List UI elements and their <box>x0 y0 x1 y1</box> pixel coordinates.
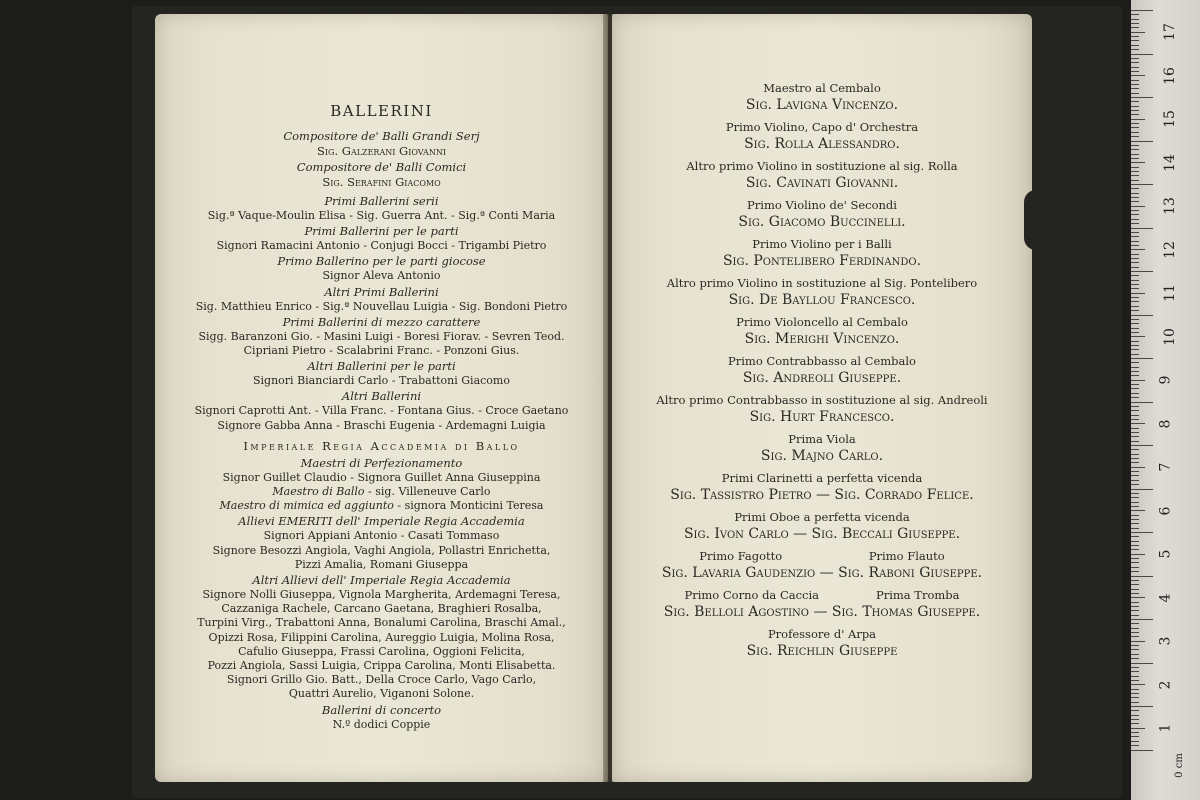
names-line: N.º dodici Coppie <box>332 717 431 731</box>
ruler-tick <box>1131 254 1139 255</box>
ruler-tick <box>1131 201 1139 202</box>
ruler-tick <box>1131 371 1139 372</box>
ruler-tick <box>1131 706 1153 707</box>
person-name: Sig. Galzerani Giovanni <box>317 144 446 158</box>
ruler-tick <box>1131 306 1139 307</box>
role-line: Altro primo Contrabbasso in sostituzione al sig. Andreoli <box>656 393 988 407</box>
person-name: Sig. Hurt Francesco. <box>749 409 895 425</box>
ruler-tick <box>1131 410 1139 411</box>
role-line: Prima Tromba <box>875 588 960 602</box>
ruler-tick <box>1131 310 1139 311</box>
ruler-tick <box>1131 345 1139 346</box>
ruler-tick <box>1131 297 1139 298</box>
right-page <box>612 14 1032 782</box>
ruler-tick <box>1131 175 1139 176</box>
names-line: Pizzi Amalia, Romani Giuseppa <box>294 557 469 571</box>
names-line: Cipriani Pietro - Scalabrini Franc. - Ponzoni Gius. <box>243 344 520 358</box>
ruler-number: 17 <box>1161 23 1178 41</box>
ruler-tick <box>1131 236 1139 237</box>
ruler-tick <box>1131 602 1139 603</box>
role-line: Primi Ballerini serii <box>324 194 439 208</box>
ruler-tick <box>1131 628 1139 629</box>
ruler-tick <box>1131 710 1139 711</box>
role-line: Primo Violoncello al Cembalo <box>736 315 908 329</box>
ruler-tick <box>1131 301 1139 302</box>
ruler-tick <box>1131 223 1139 224</box>
ruler-tick <box>1131 127 1139 128</box>
person-name: Sig. Andreoli Giuseppe. <box>742 370 902 386</box>
role-line: Altri Ballerini per le parti <box>307 359 456 374</box>
ruler-tick <box>1131 180 1139 181</box>
person-name: Sig. Giacomo Buccinelli. <box>738 214 906 230</box>
role-line: Primo Violino de' Secondi <box>747 198 897 212</box>
role-line: Prima Viola <box>788 432 856 446</box>
ruler-tick <box>1131 375 1139 376</box>
ruler-tick <box>1131 23 1139 24</box>
ruler-tick <box>1131 271 1153 272</box>
ruler-tick <box>1131 441 1139 442</box>
ruler-tick <box>1131 484 1139 485</box>
ruler-tick <box>1131 136 1139 137</box>
role-line: Compositore de' Balli Grandi Serj <box>283 129 480 143</box>
names-line: Cazzaniga Rachele, Carcano Gaetana, Braghieri Rosalba, <box>221 602 542 616</box>
ruler-tick <box>1131 75 1145 76</box>
ruler-tick <box>1131 228 1153 229</box>
ruler-tick <box>1131 558 1139 559</box>
ruler-tick <box>1131 284 1139 285</box>
ruler-number: 14 <box>1161 153 1178 172</box>
ruler-tick <box>1131 367 1139 368</box>
role-line: Altro primo Violino in sostituzione al Sig. Pontelibero <box>666 276 978 290</box>
ruler-tick <box>1131 114 1139 115</box>
ruler-tick <box>1131 502 1139 503</box>
ruler-tick <box>1131 454 1139 455</box>
ruler-tick <box>1131 702 1139 703</box>
paired-roles <box>612 588 1032 602</box>
role-line: Primi Ballerini per le parti <box>304 224 459 239</box>
role-line: Primi Clarinetti a perfetta vicenda <box>721 471 923 485</box>
ruler-number: 15 <box>1161 110 1178 128</box>
paired-roles <box>612 549 1032 563</box>
ruler-tick <box>1131 193 1139 194</box>
ruler-tick <box>1131 510 1145 511</box>
ruler-tick <box>1131 393 1139 394</box>
ruler-tick <box>1131 258 1139 259</box>
names-line: Sig.ª Vaque-Moulin Elisa - Sig. Guerra Ant. - Sig.ª Conti Maria <box>207 209 556 222</box>
ruler-tick <box>1131 732 1139 733</box>
ruler-tick <box>1131 536 1139 537</box>
ruler-tick <box>1131 110 1139 111</box>
ruler-tick <box>1131 428 1139 429</box>
ruler-tick <box>1131 567 1139 568</box>
role-line: Allievi EMERITI dell' Imperiale Regia Accademia <box>238 514 525 529</box>
ruler-tick <box>1131 584 1139 585</box>
ruler-tick <box>1131 589 1139 590</box>
person-name: - signora Monticini Teresa <box>393 499 544 513</box>
person-name: Sig. Merighi Vincenzo. <box>744 331 900 347</box>
ruler-tick <box>1131 349 1139 350</box>
ruler-tick <box>1131 80 1139 81</box>
ruler-tick <box>1131 336 1145 337</box>
ruler-tick <box>1131 141 1153 142</box>
ruler-tick <box>1131 288 1139 289</box>
person-name: Sig. Rolla Alessandro. <box>744 136 900 152</box>
ruler-tick <box>1131 645 1139 646</box>
ruler-tick <box>1131 406 1139 407</box>
ruler-number: 13 <box>1161 197 1178 215</box>
role-line: Maestro di mimica ed aggiunto <box>219 499 394 513</box>
role-line: Maestro di Ballo <box>272 485 365 499</box>
ruler-tick <box>1131 145 1139 146</box>
ruler-tick <box>1131 615 1139 616</box>
maestro-ballo-line <box>155 485 608 499</box>
ruler-tick <box>1131 210 1139 211</box>
ruler-tick <box>1131 132 1139 133</box>
role-line: Professore d' Arpa <box>767 627 877 641</box>
ruler-tick <box>1131 667 1139 668</box>
ruler-tick <box>1131 149 1139 150</box>
ruler-tick <box>1131 101 1139 102</box>
ruler-tick <box>1131 384 1139 385</box>
ruler-tick <box>1131 249 1145 250</box>
ruler-tick <box>1131 40 1139 41</box>
names-line: Signori Bianciardi Carlo - Trabattoni Giacomo <box>253 374 510 388</box>
academy-title: Imperiale Regia Accademia di Ballo <box>243 438 520 453</box>
ruler-tick <box>1131 736 1139 737</box>
ruler-tick <box>1131 541 1139 542</box>
ruler-tick <box>1131 745 1139 746</box>
ruler-tick <box>1131 654 1139 655</box>
ruler-tick <box>1131 275 1139 276</box>
ruler-tick <box>1131 293 1145 294</box>
role-line: Primo Ballerino per le parti giocose <box>277 254 486 269</box>
names-line: Signor Aleva Antonio <box>322 269 441 283</box>
ruler-tick <box>1131 119 1145 120</box>
ruler-tick <box>1131 315 1153 316</box>
ruler-tick <box>1131 689 1139 690</box>
ruler-tick <box>1131 388 1139 389</box>
role-line: Altri Ballerini <box>341 389 422 404</box>
ruler-tick <box>1131 462 1139 463</box>
ruler-tick <box>1131 123 1139 124</box>
ruler-tick <box>1131 328 1139 329</box>
role-line: Primo Violino, Capo d' Orchestra <box>725 120 919 134</box>
ruler-tick <box>1131 97 1153 98</box>
ruler-tick <box>1131 262 1139 263</box>
ruler-tick <box>1131 519 1139 520</box>
ruler-tick <box>1131 562 1139 563</box>
ruler-tick <box>1131 680 1139 681</box>
ruler-tick <box>1131 19 1139 20</box>
ruler-tick <box>1131 723 1139 724</box>
ruler-tick <box>1131 458 1139 459</box>
names-line: Signore Nolli Giuseppa, Vignola Margherita, Ardemagni Teresa, <box>202 588 561 602</box>
ruler-tick <box>1131 449 1139 450</box>
ruler-number: 4 <box>1157 593 1174 602</box>
ruler-tick <box>1131 580 1139 581</box>
role-line: Altri Primi Ballerini <box>324 284 439 299</box>
ruler-tick <box>1131 415 1139 416</box>
ruler-tick <box>1131 576 1153 577</box>
ruler-tick <box>1131 171 1139 172</box>
ruler-tick <box>1131 545 1139 546</box>
ruler-tick <box>1131 332 1139 333</box>
ruler-tick <box>1131 750 1153 751</box>
ruler-tick <box>1131 319 1139 320</box>
ruler-tick <box>1131 632 1139 633</box>
measurement-ruler <box>1131 0 1200 800</box>
ruler-tick <box>1131 32 1145 33</box>
ruler-tick <box>1131 154 1139 155</box>
ruler-tick <box>1131 649 1139 650</box>
ruler-tick <box>1131 54 1153 55</box>
ruler-tick <box>1131 362 1139 363</box>
ruler-tick <box>1131 267 1139 268</box>
section-title: BALLERINI <box>330 102 433 120</box>
ruler-number: 10 <box>1161 327 1178 346</box>
ruler-tick <box>1131 741 1139 742</box>
ruler-tick <box>1131 214 1139 215</box>
ruler-tick <box>1131 619 1153 620</box>
person-name: Sig. Reichlin Giuseppe <box>746 643 898 659</box>
person-name: Sig. Cavinati Giovanni. <box>745 175 899 191</box>
role-line: Maestri di Perfezionamento <box>300 455 463 470</box>
person-name: Sig. Pontelibero Ferdinando. <box>722 253 922 269</box>
role-line: Primi Oboe a perfetta vicenda <box>734 510 910 524</box>
person-name: - sig. Villeneuve Carlo <box>364 485 491 499</box>
ruler-tick <box>1131 571 1139 572</box>
ruler-tick <box>1131 641 1145 642</box>
role-line: Primi Ballerini di mezzo carattere <box>282 314 481 329</box>
ruler-number: 2 <box>1157 680 1174 689</box>
names-line: Quattri Aurelio, Viganoni Solone. <box>288 687 475 701</box>
names-line: Turpini Virg., Trabattoni Anna, Bonalumi Carolina, Braschi Amal., <box>197 616 566 630</box>
ruler-tick <box>1131 432 1139 433</box>
ruler-tick <box>1131 445 1153 446</box>
maestro-mimica-line <box>155 499 608 513</box>
role-line: Ballerini di concerto <box>321 702 442 717</box>
ruler-tick <box>1131 523 1139 524</box>
ruler-tick <box>1131 423 1145 424</box>
names-line: Signor Guillet Claudio - Signora Guillet Anna Giuseppina <box>222 470 541 484</box>
ruler-number: 11 <box>1161 284 1178 302</box>
ruler-tick <box>1131 58 1139 59</box>
ruler-tick <box>1131 245 1139 246</box>
ruler-tick <box>1131 27 1139 28</box>
ruler-number: 7 <box>1157 462 1174 472</box>
ruler-number: 3 <box>1157 636 1174 646</box>
ruler-tick <box>1131 206 1145 207</box>
ruler-tick <box>1131 106 1139 107</box>
ruler-tick <box>1131 88 1139 89</box>
person-name: Sig. Lavaria Gaudenzio — Sig. Raboni Giuseppe. <box>661 565 983 581</box>
ruler-tick <box>1131 354 1139 355</box>
role-line: Primo Flauto <box>868 549 945 563</box>
ruler-tick <box>1131 323 1139 324</box>
page-tear <box>1024 190 1040 250</box>
ruler-number: 5 <box>1157 549 1174 559</box>
ruler-number: 8 <box>1157 419 1174 428</box>
ruler-tick <box>1131 219 1139 220</box>
ruler-tick <box>1131 697 1139 698</box>
ruler-tick <box>1131 380 1145 381</box>
ruler-tick <box>1131 93 1139 94</box>
ruler-tick <box>1131 715 1139 716</box>
ruler-tick <box>1131 719 1139 720</box>
person-name: Sig. Lavigna Vincenzo. <box>745 97 899 113</box>
names-line: Cafulio Giuseppa, Frassi Carolina, Oggioni Felicita, <box>238 644 525 658</box>
ruler-tick <box>1131 506 1139 507</box>
ruler-tick <box>1131 636 1139 637</box>
ruler-tick <box>1131 623 1139 624</box>
ruler-tick <box>1131 436 1139 437</box>
person-name: Sig. Belloli Agostino — Sig. Thomas Giuseppe. <box>663 604 981 620</box>
ruler-number: 16 <box>1161 66 1178 85</box>
names-line: Sigg. Baranzoni Gio. - Masini Luigi - Boresi Fiorav. - Sevren Teod. <box>198 329 565 343</box>
names-line: Signori Caprotti Ant. - Villa Franc. - Fontana Gius. - Croce Gaetano <box>194 404 569 418</box>
ruler-tick <box>1131 10 1153 11</box>
ruler-tick <box>1131 480 1139 481</box>
left-page <box>155 14 608 782</box>
ruler-tick <box>1131 471 1139 472</box>
ruler-tick <box>1131 419 1139 420</box>
names-line: Signori Appiani Antonio - Casati Tommaso <box>263 529 500 543</box>
ruler-number: 12 <box>1161 240 1178 259</box>
role-line: Altri Allievi dell' Imperiale Regia Accademia <box>252 573 511 588</box>
ruler-tick <box>1131 188 1139 189</box>
ruler-tick <box>1131 658 1139 659</box>
ruler-tick <box>1131 467 1145 468</box>
ruler-tick <box>1131 549 1139 550</box>
ruler-tick <box>1131 280 1139 281</box>
ruler-tick <box>1131 341 1139 342</box>
ruler-tick <box>1131 493 1139 494</box>
names-line: Signori Grillo Gio. Batt., Della Croce Carlo, Vago Carlo, <box>226 673 537 687</box>
ruler-tick <box>1131 684 1145 685</box>
ruler-tick <box>1131 167 1139 168</box>
ruler-tick <box>1131 14 1139 15</box>
ruler-tick <box>1131 162 1145 163</box>
ruler-tick <box>1131 49 1139 50</box>
ruler-tick <box>1131 497 1139 498</box>
ruler-tick <box>1131 489 1153 490</box>
ruler-tick <box>1131 593 1139 594</box>
names-line: Signori Ramacini Antonio - Conjugi Bocci - Trigambi Pietro <box>216 239 547 253</box>
ruler-tick <box>1131 532 1153 533</box>
ruler-number: 1 <box>1157 723 1174 733</box>
person-name: Sig. De Bayllou Francesco. <box>728 292 916 308</box>
role-line: Altro primo Violino in sostituzione al sig. Rolla <box>686 159 958 173</box>
ruler-tick <box>1131 671 1139 672</box>
ruler-tick <box>1131 676 1139 677</box>
ruler-number: 9 <box>1157 375 1174 385</box>
ruler-tick <box>1131 158 1139 159</box>
ruler-tick <box>1131 554 1145 555</box>
names-line: Pozzi Angiola, Sassi Luigia, Crippa Carolina, Monti Elisabetta. <box>207 659 556 673</box>
role-line: Compositore de' Balli Comici <box>296 160 467 174</box>
ruler-number: 6 <box>1157 506 1174 515</box>
ruler-tick <box>1131 663 1153 664</box>
ruler-tick <box>1131 606 1139 607</box>
ruler-tick <box>1131 693 1139 694</box>
role-line: Maestro al Cembalo <box>763 81 881 95</box>
ruler-tick <box>1131 358 1153 359</box>
ruler-tick <box>1131 184 1153 185</box>
ruler-tick <box>1131 728 1145 729</box>
ruler-tick <box>1131 402 1153 403</box>
ruler-tick <box>1131 515 1139 516</box>
names-line: Signore Gabba Anna - Braschi Eugenia - Ardemagni Luigia <box>217 418 546 432</box>
ruler-tick <box>1131 528 1139 529</box>
ruler-tick <box>1131 45 1139 46</box>
ruler-tick <box>1131 610 1139 611</box>
person-name: Sig. Serafini Giacomo <box>322 175 441 189</box>
role-line: Primo Corno da Caccia <box>684 588 820 602</box>
ruler-tick <box>1131 84 1139 85</box>
ruler-tick <box>1131 475 1139 476</box>
ruler-tick <box>1131 71 1139 72</box>
person-name: Sig. Majno Carlo. <box>760 448 884 464</box>
role-line: Primo Fagotto <box>699 549 783 563</box>
names-line: Signore Besozzi Angiola, Vaghi Angiola, Pollastri Enrichetta, <box>212 543 551 557</box>
names-line: Sig. Matthieu Enrico - Sig.ª Nouvellau Luigia - Sig. Bondoni Pietro <box>195 299 568 313</box>
ruler-tick <box>1131 36 1139 37</box>
ruler-tick <box>1131 67 1139 68</box>
ruler-unit-label: 0 cm <box>1173 753 1185 778</box>
ruler-tick <box>1131 397 1139 398</box>
ruler-tick <box>1131 62 1139 63</box>
person-name: Sig. Tassistro Pietro — Sig. Corrado Felice. <box>670 487 974 503</box>
names-line: Opizzi Rosa, Filippini Carolina, Aureggio Luigia, Molina Rosa, <box>208 630 555 644</box>
person-name: Sig. Ivon Carlo — Sig. Beccali Giuseppe. <box>683 526 961 542</box>
ruler-tick <box>1131 241 1139 242</box>
ruler-tick <box>1131 197 1139 198</box>
ruler-tick <box>1131 597 1145 598</box>
role-line: Primo Violino per i Balli <box>752 237 892 251</box>
role-line: Primo Contrabbasso al Cembalo <box>728 354 916 368</box>
ruler-tick <box>1131 232 1139 233</box>
